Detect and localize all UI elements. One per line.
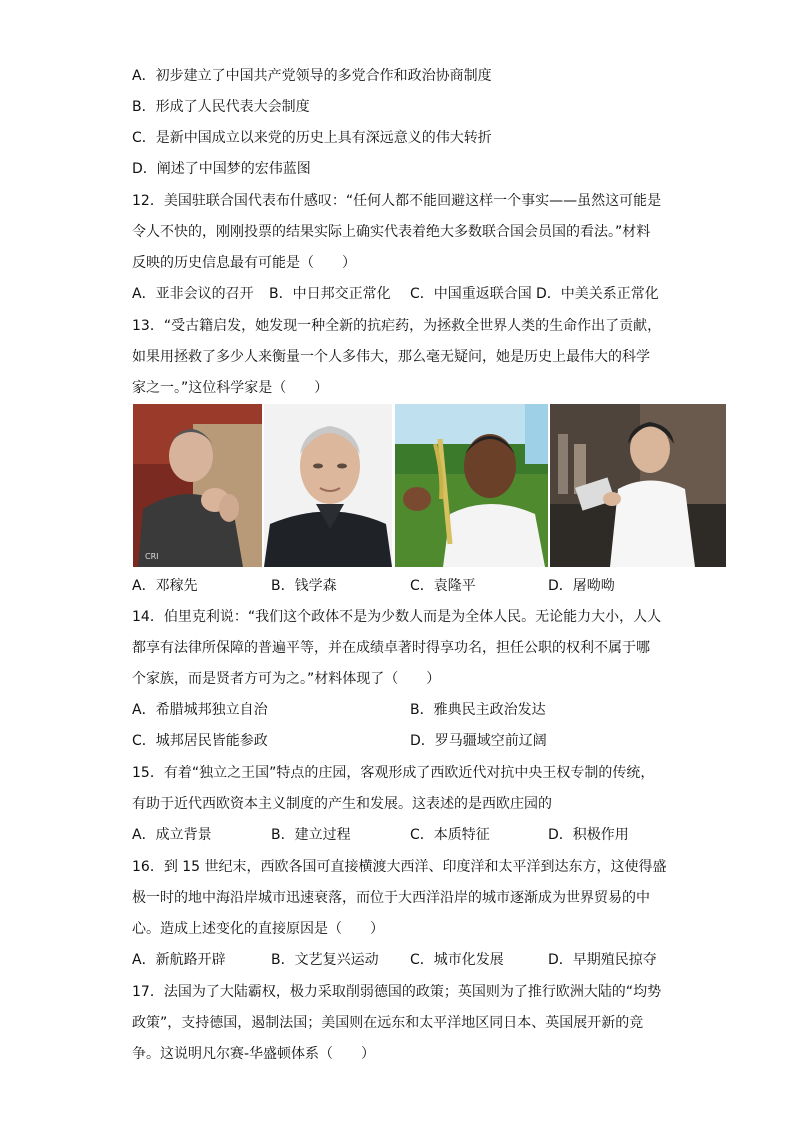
q11-option-b: B．形成了人民代表大会制度 [132, 99, 310, 115]
q17-stem-line-2: 政策”，支持德国，遏制法国；美国则在远东和太平洋地区同日本、英国展开新的竞 [132, 1015, 644, 1031]
q12-stem-line-3: 反映的历史信息最有可能是（ ） [132, 255, 356, 271]
q14-option-c: C．城邦居民皆能参政 [132, 733, 268, 749]
photo-watermark: CRI [145, 552, 159, 561]
q16-stem-line-3: 心。造成上述变化的直接原因是（ ） [132, 921, 384, 937]
q14-option-a: A．希腊城邦独立自治 [132, 702, 268, 718]
q13-stem-line-2: 如果用拯救了多少人来衡量一个人多伟大，那么毫无疑问，她是历史上最伟大的科学 [132, 349, 650, 365]
q16-option-d: D．早期殖民掠夺 [548, 952, 657, 968]
q11-option-c: C．是新中国成立以来党的历史上具有深远意义的伟大转折 [132, 130, 492, 146]
q16-stem-line-2: 极一时的地中海沿岸城市迅速衰落，而位于大西洋沿岸的城市逐渐成为世界贸易的中 [132, 890, 650, 906]
q13-option-b: B．钱学森 [271, 578, 337, 594]
q15-stem-line-2: 有助于近代西欧资本主义制度的产生和发展。这表述的是西欧庄园的 [132, 796, 552, 812]
photo-qian-xuesen [264, 404, 392, 567]
q17-stem-line-3: 争。这说明凡尔赛-华盛顿体系（ ） [132, 1046, 376, 1062]
q13-stem-line-1: 13．“受古籍启发，她发现一种全新的抗疟药，为拯救全世界人类的生命作出了贡献， [132, 318, 662, 334]
q16-option-a: A．新航路开辟 [132, 952, 226, 968]
photo-tu-youyou [550, 404, 726, 567]
q13-option-a: A．邓稼先 [132, 578, 198, 594]
q14-option-d: D．罗马疆域空前辽阔 [410, 733, 547, 749]
q16-stem-line-1: 16．到 15 世纪末，西欧各国可直接横渡大西洋、印度洋和太平洋到达东方，这使得盛 [132, 859, 667, 875]
q12-option-b: B．中日邦交正常化 [269, 286, 391, 302]
q12-option-d: D．中美关系正常化 [536, 286, 659, 302]
q15-stem-line-1: 15．有着“独立之王国”特点的庄园，客观形成了西欧近代对抗中央王权专制的传统， [132, 765, 655, 781]
photo-deng-jiaxian [133, 404, 262, 567]
q11-option-d: D．阐述了中国梦的宏伟蓝图 [132, 161, 311, 177]
q14-stem-line-2: 都享有法律所保障的普遍平等，并在成绩卓著时得享功名，担任公职的权利不属于哪 [132, 640, 650, 656]
q16-option-c: C．城市化发展 [410, 952, 504, 968]
q13-option-d: D．屠呦呦 [548, 578, 615, 594]
q15-option-a: A．成立背景 [132, 827, 212, 843]
q15-option-b: B．建立过程 [271, 827, 351, 843]
q15-option-c: C．本质特征 [410, 827, 490, 843]
q16-option-b: B．文艺复兴运动 [271, 952, 379, 968]
q12-option-a: A．亚非会议的召开 [132, 286, 254, 302]
q12-stem-line-2: 令人不快的，刚刚投票的结果实际上确实代表着绝大多数联合国会员国的看法。”材料 [132, 224, 651, 240]
q12-stem-line-1: 12．美国驻联合国代表布什感叹：“任何人都不能回避这样一个事实——虽然这可能是 [132, 193, 662, 209]
q11-option-a: A．初步建立了中国共产党领导的多党合作和政治协商制度 [132, 68, 492, 84]
photo-yuan-longping [395, 404, 548, 567]
q14-stem-line-3: 个家族，而是贤者方可为之。”材料体现了（ ） [132, 671, 441, 687]
q13-option-c: C．袁隆平 [410, 578, 476, 594]
q12-option-c: C．中国重返联合国 [410, 286, 532, 302]
q15-option-d: D．积极作用 [548, 827, 629, 843]
q13-stem-line-3: 家之一。”这位科学家是（ ） [132, 380, 329, 396]
q17-stem-line-1: 17．法国为了大陆霸权，极力采取削弱德国的政策；英国则为了推行欧洲大陆的“均势 [132, 984, 662, 1000]
q14-stem-line-1: 14．伯里克利说：“我们这个政体不是为少数人而是为全体人民。无论能力大小，人人 [132, 609, 662, 625]
q14-option-b: B．雅典民主政治发达 [410, 702, 546, 718]
